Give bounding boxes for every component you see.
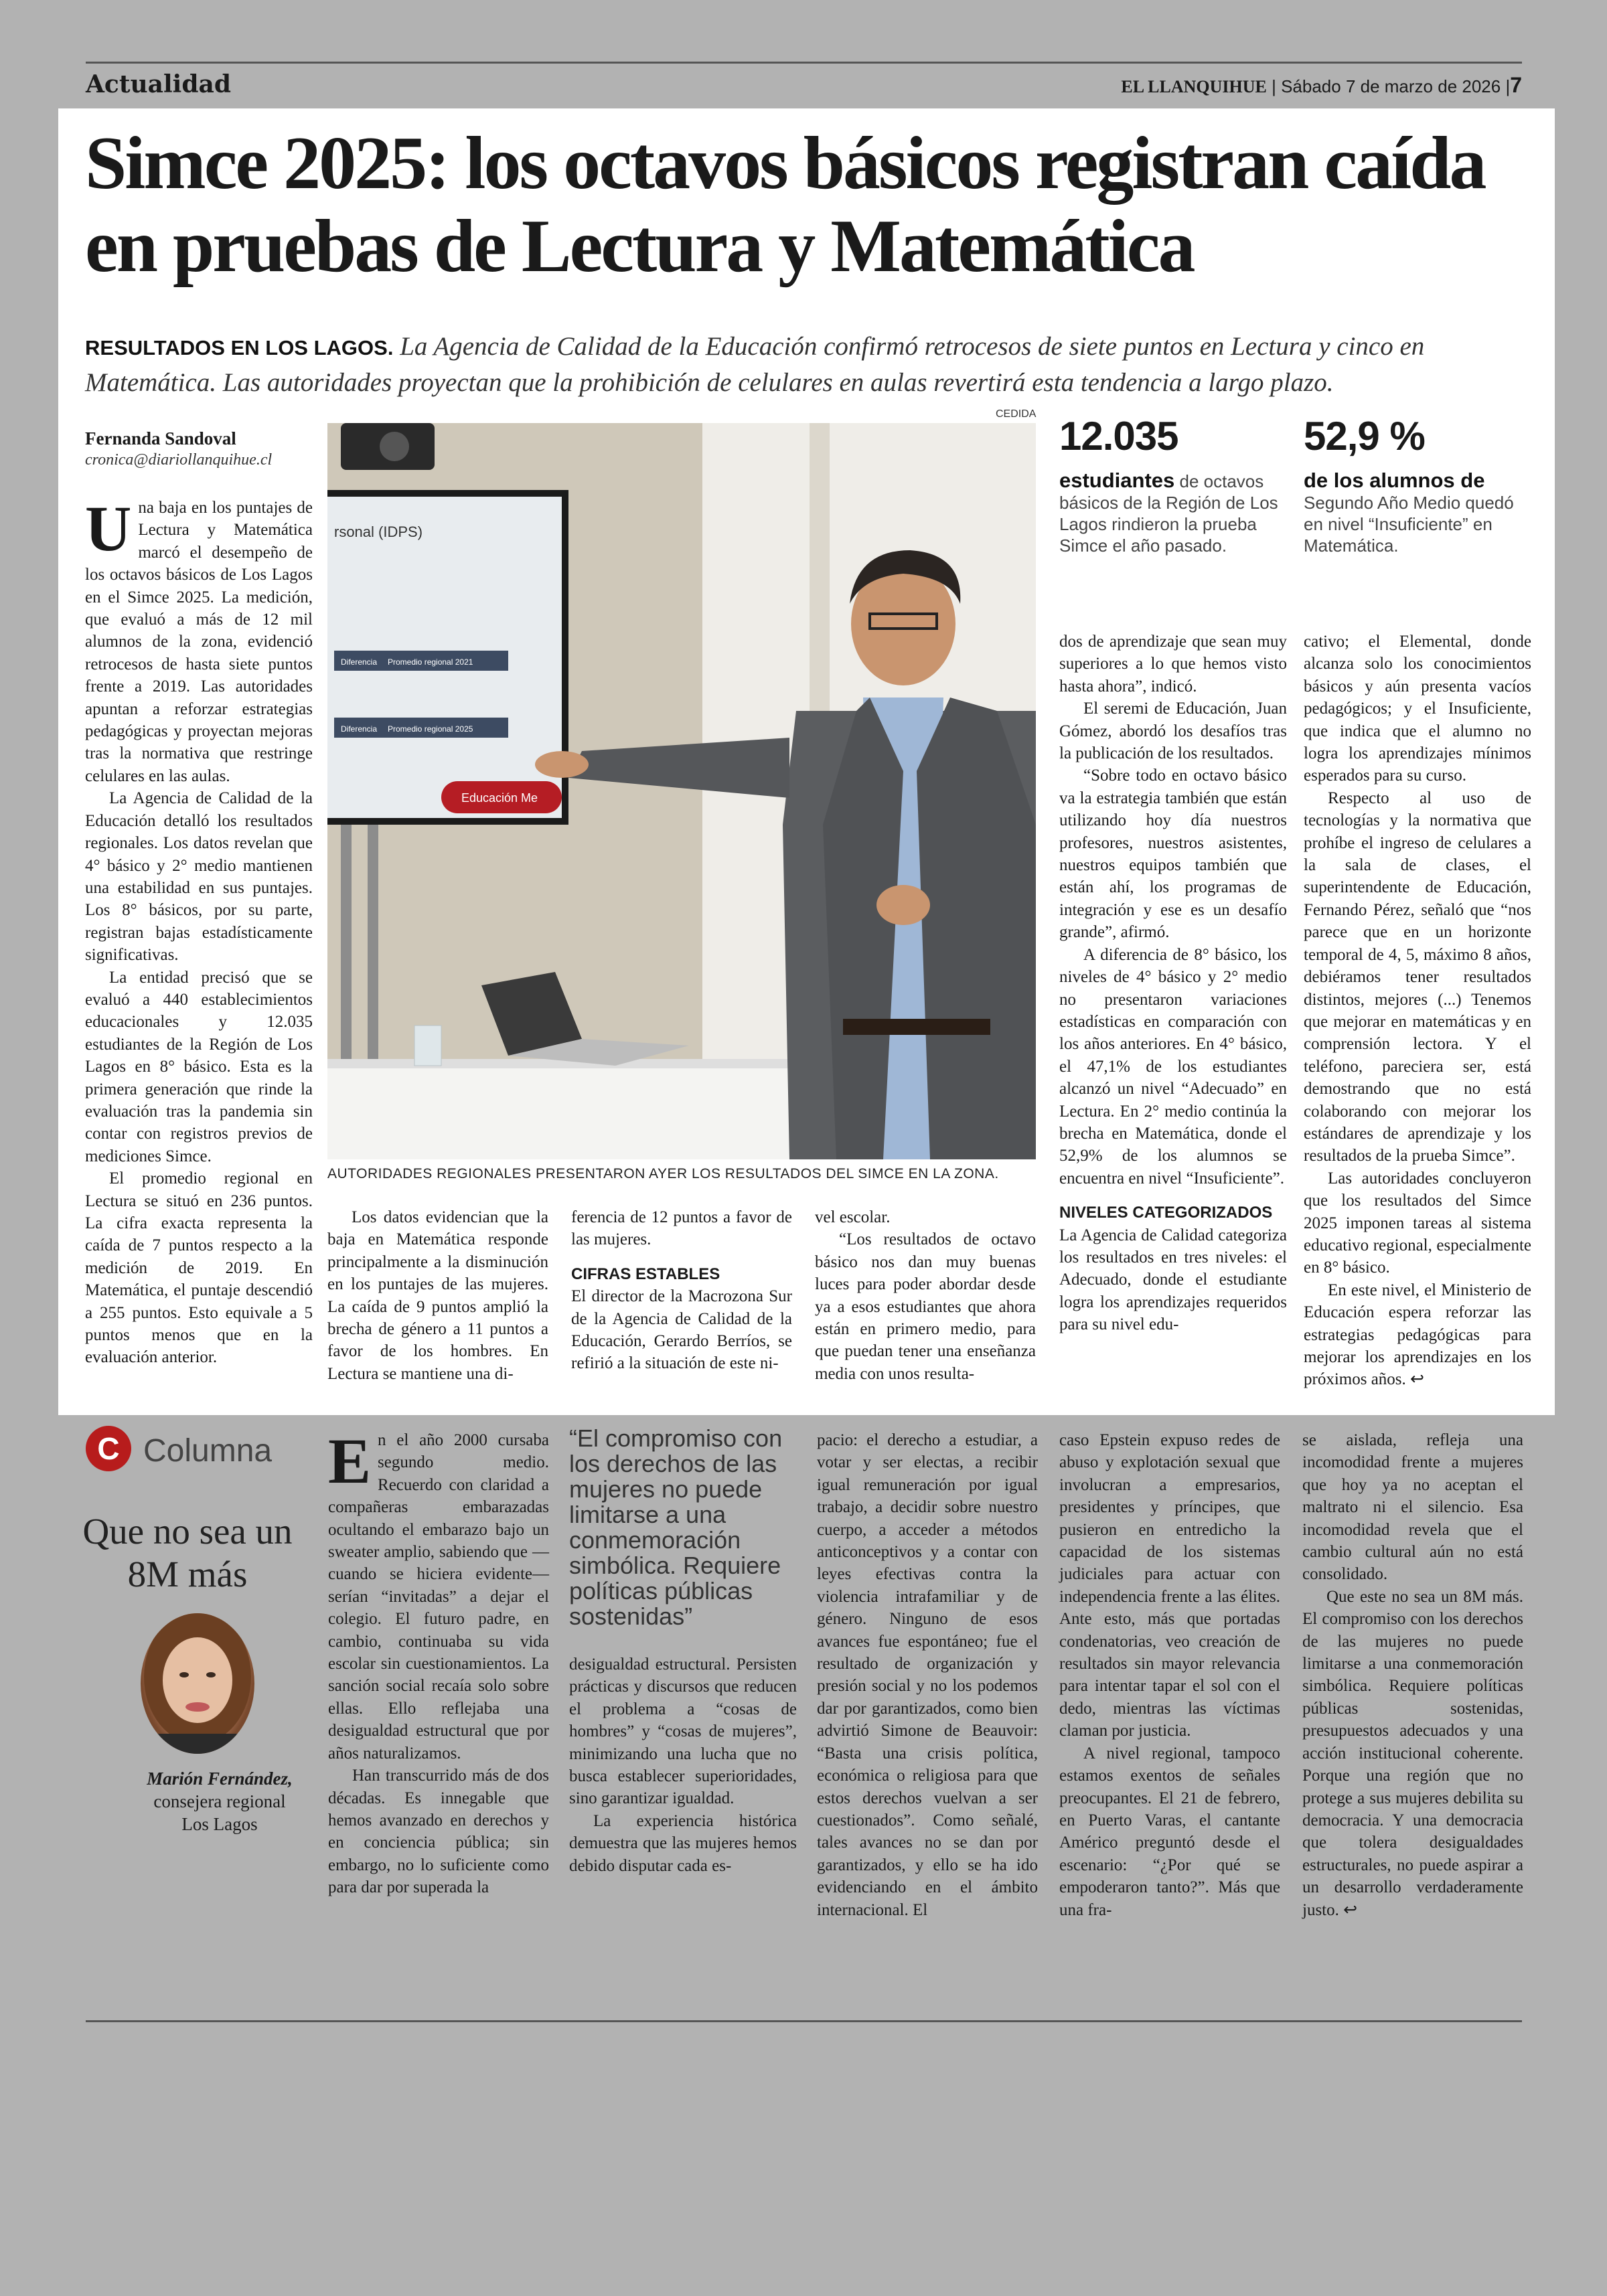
page-header <box>86 62 1522 102</box>
subhead-niveles: NIVELES CATEGORIZADOS <box>1059 1204 1273 1222</box>
screen-logo: Educación Me <box>461 791 538 805</box>
paragraph: La Agencia de Calidad de la Educación detalló los resultados regionales. Los datos revelan que 4° básico y 2° medio mantienen una estabilidad en sus puntajes. Los 8° básicos, por su parte, registran bajas estadísticamente significativas. <box>85 789 313 965</box>
brand-name: EL LLANQUIHUE <box>1121 77 1267 96</box>
lead-paragraph <box>85 329 1545 400</box>
article-column-6 <box>1304 631 1531 1391</box>
first-paragraph: En el año 2000 cursaba segundo medio. Recuerdo con claridad a compañeras embarazadas ocultando el embarazo bajo un sweater amplio, sabiendo que —cuando se hiciera evidente— serían “invitadas” a dejar el colegio. El futuro padre, en cambio, continuaba su vida escolar sin cuestionamientos. La sanción social recaía solo sobre ellas. Ello reflejaba una desigualdad estructural que por años naturalizamos. <box>328 1425 549 1762</box>
headline: Simce 2025: los octavos básicos registran caída en pruebas de Lectura y Matemática <box>85 122 1485 288</box>
byline-author: Fernanda Sandoval <box>85 428 236 448</box>
lead-text: La Agencia de Calidad de la Educación confirmó retrocesos de siete puntos en Lectura y cinco en Matemática. Las autoridades proyectan que la prohibición de celulares en aulas revertirá esta tendencia a largo plazo. <box>85 332 1425 397</box>
column-title: Que no sea un 8M más <box>82 1511 293 1594</box>
column-text-5 <box>1302 1429 1523 1921</box>
paragraph: desigualdad estructural. Persisten prácticas y discursos que reducen el problema a “cosas de hombres” y “cosas de mujeres”, minimizando una lucha que no busca establecer superioridades, sino garantizar igualdad. <box>569 1655 797 1808</box>
column-text-2 <box>569 1653 797 1877</box>
paragraph: dos de aprendizaje que sean muy superiores a lo que hemos visto hasta ahora”, indicó. <box>1059 633 1287 695</box>
column-text-4 <box>1059 1429 1280 1921</box>
article-column-2 <box>327 1206 548 1385</box>
paragraph: Que este no sea un 8M más. El compromiso con los derechos de las mujeres no puede limitarse a una conmemoración simbólica. Requiere políticas públicas sostenidas, presupuestos adecuados y una acción institucional coherente. Porque una región que no protege a sus mujeres debilita su democracia. Y una democracia que tolera desigualdades estructurales, no puede aspirar a un desarrollo verdaderamente justo. ↩ <box>1302 1587 1523 1919</box>
author-role: consejera regional <box>153 1791 286 1811</box>
screen-label-1: Diferencia <box>341 657 378 667</box>
paragraph: Han transcurrido más de dos décadas. Es innegable que hemos avanzado en derechos y en conciencia pública; sin embargo, no lo suficiente como para dar por superada la <box>328 1767 549 1897</box>
column-logo-icon: C <box>86 1426 131 1471</box>
paragraph: pacio: el derecho a estudiar, a votar y ser electas, a recibir igual remuneración por igual trabajo, a decidir sobre nuestro cuerpo, a acceder a métodos anticonceptivos y a contar con leyes efectivas contra la violencia intrafamiliar y de género. Ninguno de esos avances fue espontáneo; fue el resultado de organización y presión social y no los podemos dar por garantizados, como bien advirtió Simone de Beauvoir: “Basta una crisis política, económica o religiosa para que estos derechos vuelvan a ser cuestionados”. Como señalé, tales avances no se dan por garantizados, y ello se ha ido evidenciando en el ámbito internacional. El <box>817 1431 1038 1919</box>
stat-students-text: estudiantes de octavos básicos de la Región de Los Lagos rindieron la prueba Simce el año pasado. <box>1059 469 1278 556</box>
author-name: Marión Fernández, <box>147 1769 293 1789</box>
column-label: Columna <box>143 1433 273 1469</box>
paragraph: El director de la Macrozona Sur de la Agencia de Calidad de la Educación, Gerardo Berríos, se refirió a la situación de este ni- <box>571 1287 792 1373</box>
subhead-cifras: CIFRAS ESTABLES <box>571 1264 720 1283</box>
column-text-3 <box>817 1429 1038 1921</box>
paragraph: A diferencia de 8° básico, los niveles de 4° básico y 2° medio no presentaron variaciones estadísticas en comparación con los años anteriores. En 4° básico, el 47,1% de los estudiantes alcanzó un nivel “Adecuado” en Lectura. En 2° medio continúa la brecha en Matemática, donde el 52,9% de los alumnos se encuentra en nivel “Insuficiente”. <box>1059 945 1287 1187</box>
column-logo <box>86 1426 287 1473</box>
paragraph: “Los resultados de octavo básico nos dan muy buenas luces para poder abordar desde ya a esos estudiantes que ahora están en primero medio, para que puedan tener una enseñanza media con unos resulta- <box>815 1230 1036 1383</box>
column-author <box>86 1767 354 1835</box>
stat-percent-number: 52,9 % <box>1304 414 1425 459</box>
portrait-illustration <box>141 1613 254 1754</box>
paragraph: ferencia de 12 puntos a favor de las mujeres. <box>571 1208 792 1249</box>
photo-caption: AUTORIDADES REGIONALES PRESENTARON AYER LOS RESULTADOS DEL SIMCE EN LA ZONA. <box>327 1166 999 1181</box>
screen-text: rsonal (IDPS) <box>334 523 423 540</box>
paragraph: caso Epstein expuso redes de abuso y explotación sexual que involucran a empresarios, presidentes y príncipes, que pusieron en entredicho la capacidad de los sistemas judiciales para actuar con independencia frente a las élites. Ante esto, más que portadas condenatorias, veo creación de resultados sin mayor relevancia para intentar tapar el sol con el dedo, mientras las víctimas claman por justicia. <box>1059 1431 1280 1740</box>
byline-email: cronica@diariollanquihue.cl <box>85 451 273 469</box>
article-column-5 <box>1059 631 1287 1336</box>
paragraph: El seremi de Educación, Juan Gómez, abordó los desafíos tras la publicación de los resultados. <box>1059 700 1287 763</box>
paragraph: El promedio regional en Lectura se situó en 236 puntos. La cifra exacta representa la caída de 7 puntos respecto a la medición de 2019. En Matemática, el puntaje descendió a 255 puntos. Esto equivale a 5 puntos menos que en la evaluación anterior. <box>85 1169 313 1367</box>
photo-illustration <box>327 423 1036 1159</box>
screen-label-4: Promedio regional 2025 <box>388 724 473 734</box>
issue-date: Sábado 7 de marzo de 2026 <box>1281 76 1501 96</box>
column-text-1 <box>328 1425 549 1899</box>
section-label: Actualidad <box>86 70 232 98</box>
main-article <box>58 108 1555 1415</box>
paragraph: cativo; el Elemental, donde alcanza solo los conocimientos básicos y aún presenta vacíos pedagógicos; y el Insuficiente, que indica que el alumno no logra los aprendizajes mínimos esperados para su curso. <box>1304 633 1531 785</box>
screen-label-2: Promedio regional 2021 <box>388 657 473 667</box>
paragraph: Las autoridades concluyeron que los resultados del Simce 2025 imponen tareas al sistema educativo regional, especialmente en 8° básico. <box>1304 1169 1531 1277</box>
photo-credit: CEDIDA <box>996 408 1037 420</box>
paragraph: se aislada, refleja una incomodidad frente a mujeres que hoy ya no aceptan el maltrato ni el silencio. Esa incomodidad revela que el cambio cultural aún no está consolidado. <box>1302 1431 1523 1584</box>
first-paragraph: Una baja en los puntajes de Lectura y Matemática marcó el desempeño de los octavos básicos de Los Lagos en el Simce 2025. La medición, que evaluó a más de 12 mil alumnos de la zona, evidenció retrocesos de hasta siete puntos frente a 2019. Las autoridades apuntan a reforzar estrategias pedagógicas y proyectan mejoras tras la normativa que restringe celulares en las aulas. <box>85 493 313 785</box>
stat-percent-text: de los alumnos de Segundo Año Medio quedó en nivel “Insuficiente” en Matemática. <box>1304 469 1514 556</box>
paragraph: En este nivel, el Ministerio de Educación espera reforzar las estrategias pedagógicas para mejorar los aprendizajes en los próximos años. ↩ <box>1304 1281 1531 1389</box>
paragraph: Respecto al uso de tecnologías y la normativa que prohíbe el ingreso de celulares a la sala de clases, el superintendente de Educación, Fernando Pérez, señaló que “nos parece que en un horizonte temporal de 4, 5, máximo 8 años, debiéramos tener resultados distintos, mejores (...) Tenemos que mejorar en matemáticas y en comprensión lectora. Y el teléfono, pareciera ser, está demostrando que no está colaborando con mejorar los estándares de aprendizaje y los resultados de la prueba Simce”. <box>1304 789 1531 1165</box>
paragraph: vel escolar. <box>815 1208 891 1226</box>
author-place: Los Lagos <box>181 1814 258 1834</box>
drop-cap: U <box>85 493 132 564</box>
pull-quote: “El compromiso con los derechos de las mujeres no puede limitarse a una conmemoración simbólica. Requiere políticas públicas sostenidas” <box>569 1424 783 1630</box>
drop-cap: E <box>328 1425 372 1497</box>
article-photo <box>327 423 1036 1159</box>
paragraph: La experiencia histórica demuestra que las mujeres hemos debido disputar cada es- <box>569 1811 797 1875</box>
article-column-3 <box>571 1206 792 1375</box>
paragraph: La entidad precisó que se evaluó a 440 establecimientos educacionales y 12.035 estudiantes de la Región de Los Lagos en 8° básico. Esta es la primera generación que rinde la evaluación tras la pandemia sin contar con registros previos de mediciones Simce. <box>85 968 313 1165</box>
paragraph: A nivel regional, tampoco estamos exentos de señales preocupantes. El 21 de febrero, en Puerto Varas, el cantante Américo preguntó desde el escenario: “¿Por qué se empoderaron tanto?”. Más que una fra- <box>1059 1744 1280 1919</box>
article-column-1 <box>85 493 313 1369</box>
masthead: EL LLANQUIHUE | Sábado 7 de marzo de 2026 |7 <box>1121 73 1522 97</box>
paragraph: La Agencia de Calidad categoriza los resultados en tres niveles: el Adecuado, donde el estudiante logra los aprendizajes requeridos para su nivel edu- <box>1059 1226 1287 1334</box>
kicker: RESULTADOS EN LOS LAGOS. <box>85 336 394 359</box>
bottom-divider <box>86 2020 1522 2022</box>
stat-students-number: 12.035 <box>1059 414 1178 459</box>
author-portrait <box>141 1613 254 1754</box>
paragraph: “Sobre todo en octavo básico va la estrategia también que están utilizando hoy día nuestros profesores, nuestros asistentes, nuestros equipos también que están ahí, los programas de integración y ese es un desafío grande”, afirmó. <box>1059 766 1287 942</box>
article-column-4 <box>815 1206 1036 1385</box>
page-number: 7 <box>1510 73 1522 97</box>
screen-label-3: Diferencia <box>341 724 378 734</box>
paragraph: Los datos evidencian que la baja en Matemática responde principalmente a la disminución en los puntajes de las mujeres. La caída de 9 puntos amplió la brecha de género a 11 puntos a favor de los hombres. En Lectura se mantiene una di- <box>327 1208 548 1383</box>
